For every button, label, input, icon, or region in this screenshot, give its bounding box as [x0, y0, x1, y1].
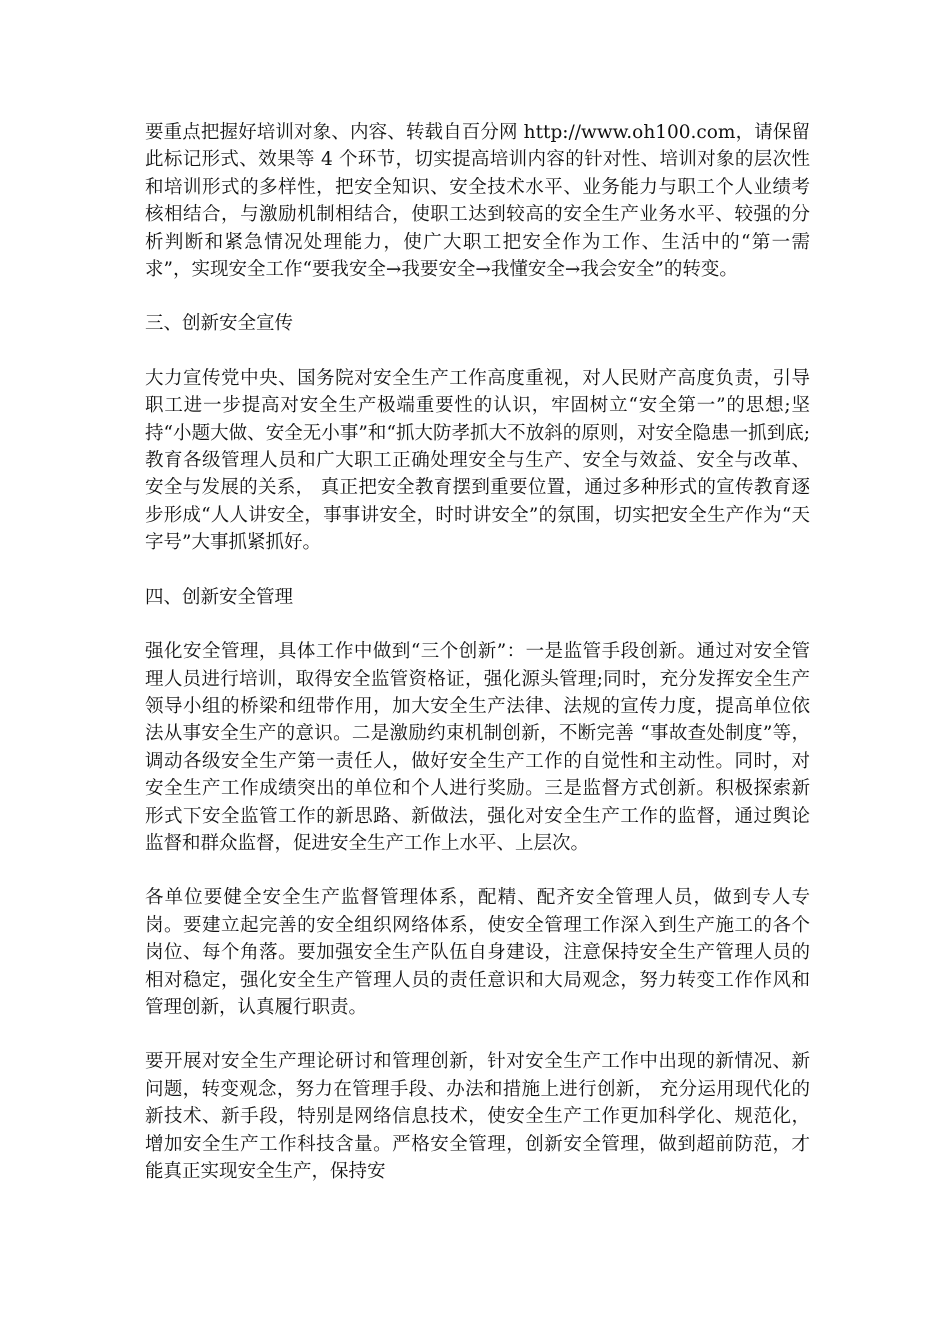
paragraph-theory-research: 要开展对安全生产理论研讨和管理创新，针对安全生产工作中出现的新情况、新问题，转变观念，努力在管理手段、办法和措施上进行创新， 充分运用现代化的新技术、新手段，特别是网络信息技术，使安全生产工作更加科学化、规范化，增加安全生产工作科技含量。严格安全管理，创新安全管理，做到超前防范，才能真正实现安全生产，保持安 [145, 1051, 810, 1182]
document-page [145, 119, 810, 1212]
section-heading-management: 四、创新安全管理 [145, 586, 294, 608]
paragraph-publicity: 大力宣传党中央、国务院对安全生产工作高度重视，对人民财产高度负责，引导职工进一步提高对安全生产极端重要性的认识，牢固树立“安全第一”的思想;坚持“小题大做、安全无小事”和“抓大防孝抓大不放斜的原则，对安全隐患一抓到底;教育各级管理人员和广大职工正确处理安全与生产、安全与效益、安全与改革、安全与发展的关系， 真正把安全教育摆到重要位置，通过多种形式的宣传教育逐步形成“人人讲安全，事事讲安全，时时讲安全”的氛围，切实把安全生产作为“天字号”大事抓紧抓好。 [145, 367, 810, 554]
section-heading-publicity: 三、创新安全宣传 [145, 313, 294, 335]
paragraph-management-innovation: 强化安全管理，具体工作中做到“三个创新”：一是监管手段创新。通过对安全管理人员进行培训，取得安全监管资格证，强化源头管理;同时，充分发挥安全生产领导小组的桥梁和纽带作用，加大安全生产法律、法规的宣传力度，提高单位依法从事安全生产的意识。二是激励约束机制创新，不断完善 “事故查处制度”等，调动各级安全生产第一责任人，做好安全生产工作的自觉性和主动性。同时，对安全生产工作成绩突出的单位和个人进行奖励。三是监督方式创新。积极探索新形式下安全监管工作的新思路、新做法，强化对安全生产工作的监督，通过舆论监督和群众监督，促进安全生产工作上水平、上层次。 [145, 641, 810, 854]
paragraph-training: 要重点把握好培训对象、内容、转载自百分网 http://www.oh100.com，请保留此标记形式、效果等 4 个环节，切实提高培训内容的针对性、培训对象的层次性和培训形式的多样性，把安全知识、安全技术水平、业务能力与职工个人业绩考核相结合，与激励机制相结合，使职工达到较高的安全生产业务水平、较强的分析判断和紧急情况处理能力，使广大职工把安全作为工作、生活中的“第一需求”，实现安全工作“要我安全→我要安全→我懂安全→我会安全”的转变。 [145, 122, 810, 281]
paragraph-supervision-system: 各单位要健全安全生产监督管理体系，配精、配齐安全管理人员，做到专人专岗。要建立起完善的安全组织网络体系，使安全管理工作深入到生产施工的各个岗位、每个角落。要加强安全生产队伍自身建设，注意保持安全生产管理人员的相对稳定，强化安全生产管理人员的责任意识和大局观念，努力转变工作作风和管理创新，认真履行职责。 [145, 887, 810, 1018]
